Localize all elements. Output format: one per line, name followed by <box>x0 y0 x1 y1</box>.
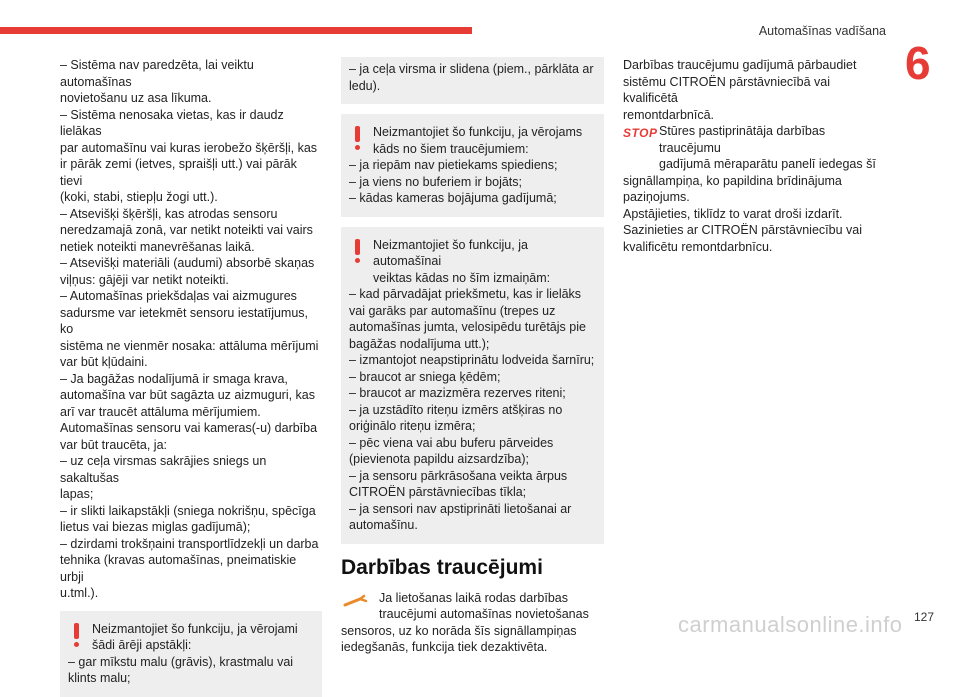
malfunction-paragraph <box>341 590 604 656</box>
column-2 <box>341 57 604 656</box>
warning-box <box>60 611 322 697</box>
text-line: lietus vai biezas miglas gadījumā); <box>60 520 251 534</box>
text-line: – braucot ar mazizmēra rezerves riteni; <box>349 386 566 400</box>
watermark: carmanualsonline.info <box>678 612 903 637</box>
text-line: var būt kļūdaini. <box>60 355 148 369</box>
stop-paragraph <box>623 123 885 255</box>
text-line: oriģinālo riteņu izmēra; <box>349 419 476 433</box>
text-line: klints malu; <box>68 671 131 685</box>
text-line: var būt traucēta, ja: <box>60 437 168 452</box>
text-line: automašīnu. <box>349 518 418 532</box>
text-line: (koki, stabi, stiepļu žogi utt.). <box>60 190 218 204</box>
text-line: sadursme var ietekmēt sensoru iestatījumus, ko <box>60 305 309 336</box>
text-line: iedegšanās, funkcija tiek dezaktivēta. <box>341 640 548 654</box>
text-line: Stūres pastiprinātāja darbības traucējumu <box>659 124 826 155</box>
text-line: – gar mīkstu malu (grāvis), krastmalu vai <box>68 654 294 669</box>
text-line: Ja lietošanas laikā rodas darbības <box>379 590 569 605</box>
text-line: traucējumi automašīnas novietošanas <box>379 607 589 621</box>
stop-warning-icon: STOP <box>623 126 658 140</box>
text-line: neredzamajā zonā, var netikt noteikti vai vairs <box>60 223 313 237</box>
text-line: Neizmantojiet šo funkciju, ja vērojami <box>92 621 298 636</box>
text-line: gadījumā mēraparātu panelī iedegas šī <box>659 157 876 171</box>
text-line: – Atsevišķi šķēršļi, kas atrodas sensoru <box>60 206 278 221</box>
text-line: vai garāks par automašīnu (trepes uz <box>349 303 556 318</box>
text-line: Sazinieties ar CITROËN pārstāvniecību vai <box>623 223 862 237</box>
text-line: Darbības traucējumu gadījumā pārbaudiet <box>623 58 857 72</box>
page-header-title: Automašīnas vadīšana <box>758 24 886 38</box>
text-line: netiek noteikti manevrēšanas laikā. <box>60 239 255 254</box>
header-accent-bar <box>0 27 472 34</box>
text-line: lapas; <box>60 487 94 501</box>
text-line: – Sistēma nav paredzēta, lai veiktu automašīnas <box>60 58 254 89</box>
text-line: kāds no šiem traucējumiem: <box>373 141 529 156</box>
text-line: – kad pārvadājat priekšmetu, kas ir lielāks <box>349 287 582 301</box>
text-line: – Sistēma nenosaka vietas, kas ir daudz lielākas <box>60 107 284 138</box>
text-line: – pēc viena vai abu buferu pārveides <box>349 435 554 450</box>
continuation-box <box>341 57 604 104</box>
text-line: – ja sensori nav apstiprināti lietošanai ar <box>349 501 572 516</box>
column-3 <box>623 57 885 255</box>
text-line: Neizmantojiet šo funkciju, ja vērojams <box>373 125 583 139</box>
text-line: u.tml.). <box>60 586 99 600</box>
wrench-icon <box>343 594 371 608</box>
col1-body <box>60 57 322 602</box>
warning-exclamation-icon <box>351 126 365 150</box>
text-line: automašīna var būt sagāzta uz aizmuguri, kas <box>60 388 315 402</box>
text-line: paziņojums. <box>623 190 690 204</box>
text-line: šādi ārēji apstākļi: <box>92 638 192 652</box>
text-line: signāllampiņa, ko papildina brīdinājuma <box>623 173 842 188</box>
text-line: – izmantojot neapstiprinātu lodveida šarnīru; <box>349 353 595 367</box>
text-line: automašīnas jumta, velosipēdu turētājs pie <box>349 320 586 334</box>
text-line: – Automašīnas priekšdaļas vai aizmugures <box>60 289 297 303</box>
text-line: – ja uzstādīto riteņu izmērs atšķiras no <box>349 402 563 417</box>
text-line: par automašīnu vai kuras ierobežo šķēršļi, kas <box>60 140 318 155</box>
text-line: – ja sensoru pārkrāsošana veikta ārpus <box>349 468 568 483</box>
text-line: – ja ceļa virsma ir slidena (piem., pārklāta ar <box>349 62 594 76</box>
text-line: ledu). <box>349 78 381 93</box>
warning-exclamation-icon <box>351 239 365 263</box>
text-line: sensoros, uz ko norāda šīs signāllampiņas <box>341 623 577 638</box>
column-1 <box>60 57 322 697</box>
text-line: sistēma ne vienmēr nosaka: attāluma mērījumi <box>60 338 319 353</box>
text-line: – braucot ar sniega ķēdēm; <box>349 369 501 384</box>
chapter-number: 6 <box>905 37 931 89</box>
text-line: – ir slikti laikapstākļi (sniega nokrišņu, spēcīga <box>60 503 316 518</box>
section-title: Darbības traucējumi <box>341 555 543 579</box>
text-line: Neizmantojiet šo funkciju, ja automašīnai <box>373 237 528 268</box>
text-line: Apstājieties, tiklīdz to varat droši izdarīt. <box>623 206 843 221</box>
text-line: novietošanu uz asa līkuma. <box>60 91 212 105</box>
text-line: – ja viens no buferiem ir bojāts; <box>349 174 523 189</box>
text-line: sistēmu CITROËN pārstāvniecībā vai kvalificētā <box>623 74 831 105</box>
text-line: Automašīnas sensoru vai kameras(-u) darbība <box>60 421 318 435</box>
text-line: arī var traucēt attāluma mērījumiem. <box>60 404 261 419</box>
text-line: (pievienota papildu aizsardzība); <box>349 452 529 466</box>
text-line: – ja riepām nav pietiekams spiediens; <box>349 158 558 172</box>
text-line: – kādas kameras bojājuma gadījumā; <box>349 191 557 205</box>
warning-box <box>341 227 604 544</box>
text-line: CITROËN pārstāvniecības tīkla; <box>349 485 527 499</box>
text-line: veiktas kādas no šīm izmaiņām: <box>373 270 551 285</box>
text-line: viļņus: gājēji var netikt noteikti. <box>60 272 229 287</box>
page-number: 127 <box>913 610 934 624</box>
text-line: – Ja bagāžas nodalījumā ir smaga krava, <box>60 371 288 386</box>
text-line: ir pārāk zemi (ietves, spraišļi utt.) vai pārāk tievi <box>60 157 297 188</box>
text-line: remontdarbnīcā. <box>623 107 715 122</box>
text-line: – Atsevišķi materiāli (audumi) absorbē skaņas <box>60 256 315 270</box>
text-line: kvalificētu remontdarbnīcu. <box>623 239 773 254</box>
text-line: – dzirdami trokšņaini transportlīdzekļi un darba <box>60 536 319 551</box>
text-line: bagāžas nodalījuma utt.); <box>349 336 490 351</box>
warning-exclamation-icon <box>70 623 84 647</box>
text-line: tehnika (kravas automašīnas, pneimatiskie urbji <box>60 553 297 584</box>
warning-box <box>341 114 604 217</box>
text-line: – uz ceļa virsmas sakrājies sniegs un sakaltušas <box>60 454 267 485</box>
